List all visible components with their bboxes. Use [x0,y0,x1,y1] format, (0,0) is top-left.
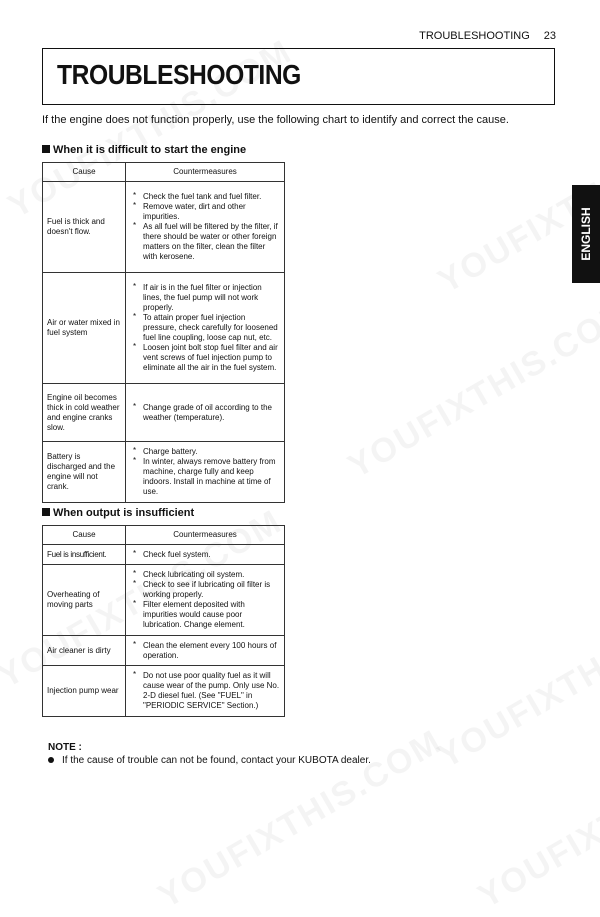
note-block [48,742,371,766]
page-number: 23 [543,30,556,42]
cause-cell: Injection pump wear [43,666,126,717]
countermeasures-cell [126,666,285,717]
header-section: TROUBLESHOOTING [419,30,530,42]
countermeasure-item: * Check fuel system. [134,550,280,560]
col-header-countermeasures: Countermeasures [126,163,285,182]
countermeasure-item: * As all fuel will be filtered by the filter, if there should be water or other foreign matters on the filter, clean the filter with kerosene. [134,222,280,262]
col-header-cause: Cause [43,526,126,545]
countermeasures-cell [126,636,285,666]
countermeasure-item: * Change grade of oil according to the weather (temperature). [134,403,280,423]
section-heading-text: When it is difficult to start the engine [53,144,247,156]
countermeasure-item: * Do not use poor quality fuel as it will cause wear of the pump. Only use No. 2-D diesel fuel. (See "FUEL" in "PERIODIC SERVICE" Section.) [134,671,280,711]
cause-cell: Air or water mixed in fuel system [43,273,126,384]
countermeasures-cell [126,442,285,503]
countermeasure-item: * Check lubricating oil system. [134,570,280,580]
countermeasure-item: * Clean the element every 100 hours of operation. [134,641,280,661]
countermeasures-cell [126,545,285,565]
intro-text: If the engine does not function properly, use the following chart to identify and correct the cause. [42,114,509,126]
cause-cell: Fuel is insufficient. [43,545,126,565]
table-row [43,545,285,565]
page-title: TROUBLESHOOTING [57,59,301,90]
bullet-dot-icon [48,757,54,763]
note-label: NOTE : [48,742,82,753]
countermeasure-item: * Remove water, dirt and other impurities. [134,202,280,222]
countermeasures-cell [126,273,285,384]
note-item [48,755,371,766]
watermark [342,292,600,486]
section-heading-output [42,507,194,519]
cause-cell: Air cleaner is dirty [43,636,126,666]
countermeasure-item: * Check to see if lubricating oil filter is working properly. [134,580,280,600]
countermeasure-item: * To attain proper fuel injection pressure, check carefully for loosened fuel line coupling, loose cap nut, etc. [134,313,280,343]
page-header [419,30,556,42]
countermeasure-item: * In winter, always remove battery from machine, charge fully and keep indoors. Install in machine at time of use. [134,457,280,497]
table-row [43,565,285,636]
title-box [42,48,555,105]
language-tab [572,185,600,283]
col-header-countermeasures: Countermeasures [126,526,285,545]
square-bullet-icon [42,145,50,153]
cause-cell: Overheating of moving parts [43,565,126,636]
language-tab-label: ENGLISH [579,207,593,261]
table-row [43,636,285,666]
table-header-row [43,526,285,545]
section-heading-text: When output is insufficient [53,507,195,519]
countermeasure-item: * If air is in the fuel filter or injection lines, the fuel pump will not work properly. [134,283,280,313]
countermeasure-item: * Check the fuel tank and fuel filter. [134,192,280,202]
cause-cell: Fuel is thick and doesn't flow. [43,182,126,273]
start-trouble-table [42,162,285,503]
table-row [43,666,285,717]
countermeasures-cell [126,182,285,273]
countermeasures-cell [126,565,285,636]
watermark [432,582,600,776]
cause-cell: Engine oil becomes thick in cold weather and engine cranks slow. [43,384,126,442]
countermeasure-item: * Charge battery. [134,447,280,457]
output-trouble-table [42,525,285,717]
section-heading-start [42,144,246,156]
table-row [43,273,285,384]
table-header-row [43,163,285,182]
note-text: If the cause of trouble can not be found, contact your KUBOTA dealer. [62,755,371,766]
col-header-cause: Cause [43,163,126,182]
countermeasure-item: * Filter element deposited with impurities would cause poor lubrication. Change element. [134,600,280,630]
cause-cell: Battery is discharged and the engine will not crank. [43,442,126,503]
table-row [43,384,285,442]
countermeasures-cell [126,384,285,442]
countermeasure-item: * Loosen joint bolt stop fuel filter and air vent screws of fuel injection pump to eliminate all the air in the fuel system. [134,343,280,373]
square-bullet-icon [42,508,50,516]
table-row [43,182,285,273]
table-row [43,442,285,503]
